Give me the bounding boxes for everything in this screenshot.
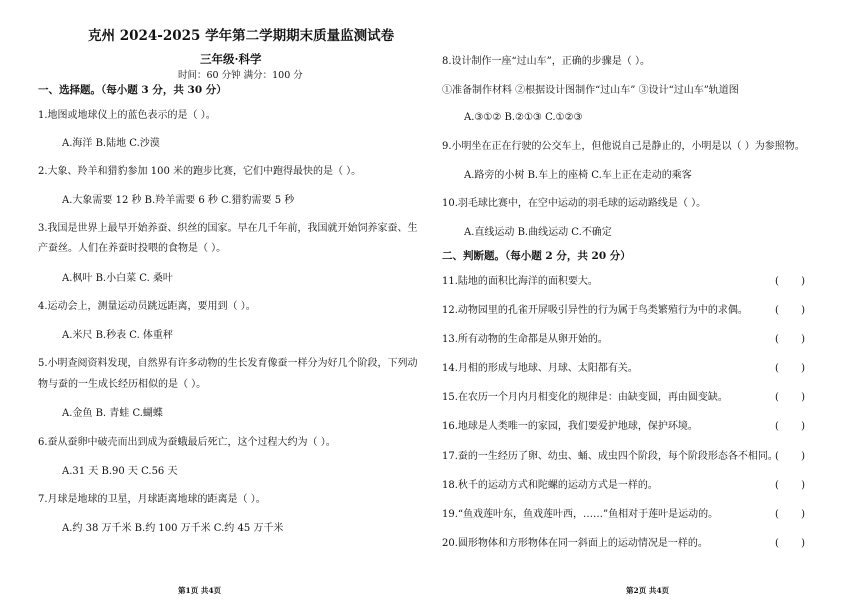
answer-paren-18: ( ) — [775, 480, 806, 491]
question-17: 17.蚕的一生经历了卵、幼虫、蛹、成虫四个阶段，每个阶段形态各不相同。 — [442, 451, 778, 462]
question-9-options: A.路旁的小树 B.车上的座椅 C.车上正在走动的乘客 — [464, 170, 692, 181]
question-8-steps: ①准备制作材料 ②根据设计图制作“过山车” ③设计“过山车”轨道图 — [442, 85, 739, 96]
page-footer-left: 第1页 共4页 — [178, 586, 222, 595]
answer-paren-11: ( ) — [775, 276, 806, 287]
answer-paren-12: ( ) — [775, 305, 806, 316]
question-7-options: A.约 38 万千米 B.约 100 万千米 C.约 45 万千米 — [62, 523, 284, 534]
question-4: 4.运动会上，测量运动员跳远距离，要用到（ ）。 — [38, 301, 256, 312]
answer-paren-15: ( ) — [775, 392, 806, 403]
answer-paren-13: ( ) — [775, 334, 806, 345]
answer-paren-17: ( ) — [775, 451, 806, 462]
question-13: 13.所有动物的生命都是从卵开始的。 — [442, 334, 608, 345]
exam-subtitle: 三年级·科学 — [200, 52, 262, 66]
exam-meta: 时间：60 分钟 满分：100 分 — [178, 70, 303, 81]
question-10-options: A.直线运动 B.曲线运动 C.不确定 — [464, 227, 612, 238]
question-4-options: A.米尺 B.秒表 C. 体重秤 — [62, 330, 173, 341]
question-6-options: A.31 天 B.90 天 C.56 天 — [62, 466, 178, 477]
question-6: 6.蚕从蚕卵中破壳而出到成为蚕蛾最后死亡，这个过程大约为（ ）。 — [38, 437, 336, 448]
question-5-options: A.金鱼 B. 青蛙 C.蝴蝶 — [62, 408, 163, 419]
question-14: 14.月相的形成与地球、月球、太阳都有关。 — [442, 363, 638, 374]
section-judge-heading: 二、判断题。（每小题 2 分，共 20 分） — [442, 250, 631, 262]
answer-paren-16: ( ) — [775, 421, 806, 432]
question-8: 8.设计制作一座“过山车”，正确的步骤是（ ）。 — [442, 56, 650, 67]
question-2-options: A.大象需要 12 秒 B.羚羊需要 6 秒 C.猎豹需要 5 秒 — [62, 195, 295, 206]
question-5-line-2: 物与蚕的一生成长经历相似的是（ ）。 — [38, 379, 207, 390]
question-12: 12.动物园里的孔雀开屏吸引异性的行为属于鸟类繁殖行为中的求偶。 — [442, 305, 748, 316]
answer-paren-14: ( ) — [775, 363, 806, 374]
answer-paren-19: ( ) — [775, 509, 806, 520]
question-5-line-1: 5.小明查阅资料发现，自然界有许多动物的生长发育像蚕一样分为好几个阶段，下列动 — [38, 358, 418, 369]
question-18: 18.秋千的运动方式和陀螺的运动方式是一样的。 — [442, 480, 658, 491]
exam-title: 克州 2024-2025 学年第二学期期末质量监测试卷 — [88, 28, 395, 44]
question-3-options: A.枫叶 B.小白菜 C. 桑叶 — [62, 273, 173, 284]
question-1: 1.地图或地球仪上的蓝色表示的是（ ）。 — [38, 110, 216, 121]
question-11: 11.陆地的面积比海洋的面积要大。 — [442, 276, 598, 287]
page-right — [430, 0, 860, 608]
question-7: 7.月球是地球的卫星，月球距离地球的距离是（ ）。 — [38, 494, 266, 505]
question-9: 9.小明坐在正在行驶的公交车上，但他说自己是静止的，小明是以（ ）为参照物。 — [442, 141, 805, 152]
question-10: 10.羽毛球比赛中，在空中运动的羽毛球的运动路线是（ ）。 — [442, 198, 707, 209]
question-1-options: A.海洋 B.陆地 C.沙漠 — [62, 138, 160, 149]
question-8-options: A.③①② B.②①③ C.①②③ — [464, 112, 583, 123]
question-19: 19.“鱼戏莲叶东，鱼戏莲叶西，……”鱼相对于莲叶是运动的。 — [442, 509, 719, 520]
question-15: 15.在农历一个月内月相变化的规律是：由缺变圆，再由圆变缺。 — [442, 392, 728, 403]
answer-paren-20: ( ) — [775, 538, 806, 549]
question-2: 2.大象、羚羊和猎豹参加 100 米的跑步比赛，它们中跑得最快的是（ ）。 — [38, 166, 362, 177]
section-choice-heading: 一、选择题。（每小题 3 分，共 30 分） — [38, 84, 227, 96]
page-footer-right: 第2页 共4页 — [626, 586, 670, 595]
question-20: 20.圆形物体和方形物体在同一斜面上的运动情况是一样的。 — [442, 538, 708, 549]
question-3-line-2: 产蚕丝。人们在养蚕时投喂的食物是（ ）。 — [38, 243, 227, 254]
question-16: 16.地球是人类唯一的家园，我们要爱护地球，保护环境。 — [442, 421, 698, 432]
question-3-line-1: 3.我国是世界上最早开始养蚕、织丝的国家。早在几千年前，我国就开始饲养家蚕、生 — [38, 223, 418, 234]
